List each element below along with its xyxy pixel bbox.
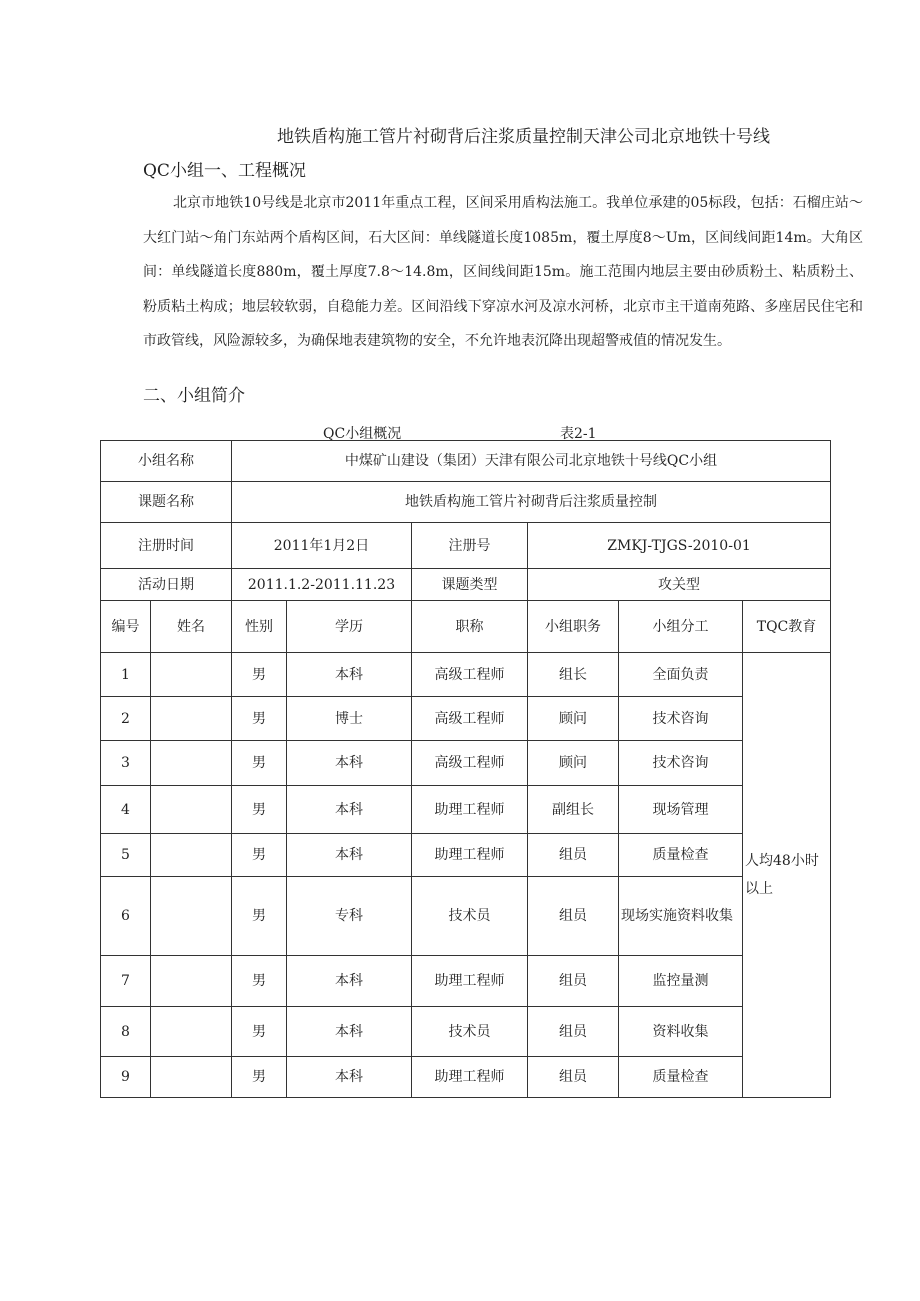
cell-no: 9 bbox=[101, 1057, 151, 1098]
activity-value: 2011.1.2-2011.11.23 bbox=[232, 569, 412, 601]
table-row bbox=[101, 523, 831, 569]
cell-no: 7 bbox=[101, 956, 151, 1007]
cell-role: 组员 bbox=[528, 877, 619, 956]
cell-edu: 本科 bbox=[287, 1057, 412, 1098]
table-row bbox=[101, 441, 831, 482]
cell-no: 3 bbox=[101, 741, 151, 786]
cell-no: 2 bbox=[101, 697, 151, 741]
reg-time-value: 2011年1月2日 bbox=[232, 523, 412, 569]
cell-edu: 本科 bbox=[287, 653, 412, 697]
cell-task: 资料收集 bbox=[619, 1007, 743, 1057]
reg-time-label: 注册时间 bbox=[101, 523, 232, 569]
cell-gender: 男 bbox=[232, 956, 287, 1007]
table-row bbox=[101, 741, 831, 786]
cell-role: 组员 bbox=[528, 1057, 619, 1098]
table-row bbox=[101, 956, 831, 1007]
table-row bbox=[101, 786, 831, 834]
cell-role: 顾问 bbox=[528, 697, 619, 741]
cell-title: 技术员 bbox=[412, 1007, 528, 1057]
col-header: 职称 bbox=[412, 601, 528, 653]
group-name-value: 中煤矿山建设（集团）天津有限公司北京地铁十号线QC小组 bbox=[232, 441, 831, 482]
table-row bbox=[101, 1007, 831, 1057]
reg-no-label: 注册号 bbox=[412, 523, 528, 569]
col-header: 姓名 bbox=[151, 601, 232, 653]
cell-title: 助理工程师 bbox=[412, 1057, 528, 1098]
cell-edu: 本科 bbox=[287, 1007, 412, 1057]
cell-name bbox=[151, 741, 232, 786]
cell-role: 组员 bbox=[528, 1007, 619, 1057]
cell-no: 6 bbox=[101, 877, 151, 956]
table-row bbox=[101, 653, 831, 697]
cell-name bbox=[151, 1007, 232, 1057]
cell-title: 助理工程师 bbox=[412, 956, 528, 1007]
table-row bbox=[101, 1057, 831, 1098]
topic-value: 地铁盾构施工管片衬砌背后注浆质量控制 bbox=[232, 482, 831, 523]
cell-gender: 男 bbox=[232, 697, 287, 741]
cell-task: 技术咨询 bbox=[619, 741, 743, 786]
cell-name bbox=[151, 653, 232, 697]
cell-no: 4 bbox=[101, 786, 151, 834]
cell-gender: 男 bbox=[232, 834, 287, 877]
tqc-education-cell: 人均48小时以上 bbox=[743, 653, 831, 1098]
cell-gender: 男 bbox=[232, 786, 287, 834]
overview-paragraph bbox=[143, 186, 863, 359]
topic-label: 课题名称 bbox=[101, 482, 232, 523]
cell-name bbox=[151, 1057, 232, 1098]
activity-label: 活动日期 bbox=[101, 569, 232, 601]
cell-gender: 男 bbox=[232, 741, 287, 786]
cell-role: 组员 bbox=[528, 956, 619, 1007]
table-caption: QC小组概况 bbox=[323, 426, 402, 442]
cell-name bbox=[151, 956, 232, 1007]
table-row bbox=[101, 877, 831, 956]
col-header: 学历 bbox=[287, 601, 412, 653]
col-header: TQC教育 bbox=[743, 601, 831, 653]
cell-gender: 男 bbox=[232, 1007, 287, 1057]
table-row bbox=[101, 569, 831, 601]
section-heading-overview: QC小组一、工程概况 bbox=[143, 161, 306, 181]
cell-edu: 本科 bbox=[287, 741, 412, 786]
cell-gender: 男 bbox=[232, 653, 287, 697]
cell-task: 技术咨询 bbox=[619, 697, 743, 741]
cell-task: 全面负责 bbox=[619, 653, 743, 697]
cell-role: 顾问 bbox=[528, 741, 619, 786]
cell-title: 高级工程师 bbox=[412, 697, 528, 741]
cell-role: 副组长 bbox=[528, 786, 619, 834]
cell-title: 高级工程师 bbox=[412, 653, 528, 697]
cell-title: 技术员 bbox=[412, 877, 528, 956]
col-header: 编号 bbox=[101, 601, 151, 653]
cell-edu: 本科 bbox=[287, 834, 412, 877]
cell-title: 高级工程师 bbox=[412, 741, 528, 786]
cell-edu: 本科 bbox=[287, 786, 412, 834]
cell-task: 现场实施资料收集 bbox=[619, 877, 743, 956]
cell-no: 8 bbox=[101, 1007, 151, 1057]
cell-task: 现场管理 bbox=[619, 786, 743, 834]
cell-task: 质量检查 bbox=[619, 834, 743, 877]
cell-role: 组员 bbox=[528, 834, 619, 877]
col-header: 小组分工 bbox=[619, 601, 743, 653]
cell-gender: 男 bbox=[232, 877, 287, 956]
table-row bbox=[101, 834, 831, 877]
cell-edu: 专科 bbox=[287, 877, 412, 956]
col-header: 性别 bbox=[232, 601, 287, 653]
table-row bbox=[101, 482, 831, 523]
cell-edu: 博士 bbox=[287, 697, 412, 741]
table-header-row bbox=[101, 601, 831, 653]
cell-task: 监控量测 bbox=[619, 956, 743, 1007]
reg-no-value: ZMKJ-TJGS-2010-01 bbox=[528, 523, 831, 569]
type-label: 课题类型 bbox=[412, 569, 528, 601]
qc-group-table bbox=[100, 440, 831, 1098]
cell-role: 组长 bbox=[528, 653, 619, 697]
cell-task: 质量检查 bbox=[619, 1057, 743, 1098]
cell-name bbox=[151, 697, 232, 741]
cell-edu: 本科 bbox=[287, 956, 412, 1007]
cell-no: 1 bbox=[101, 653, 151, 697]
group-name-label: 小组名称 bbox=[101, 441, 232, 482]
table-number: 表2-1 bbox=[560, 426, 597, 442]
cell-no: 5 bbox=[101, 834, 151, 877]
overview-text: 北京市地铁10号线是北京市2011年重点工程，区间采用盾构法施工。我单位承建的05标段，包括：石榴庄站～大红门站～角门东站两个盾构区间，石大区间：单线隧道长度1085m，覆土厚度8～Um，区间线间距14m。大角区间：单线隧道长度880m，覆土厚度7.8～14.8m，区间线间距15m。施工范围内地层主要由砂质粉土、粘质粉土、粉质粘土构成；地层较软弱，自稳能力差。区间沿线下穿凉水河及凉水河桥，北京市主干道南苑路、多座居民住宅和市政管线，风险源较多，为确保地表建筑物的安全，不允许地表沉降出现超警戒值的情况发生。 bbox=[143, 195, 863, 349]
cell-title: 助理工程师 bbox=[412, 786, 528, 834]
cell-name bbox=[151, 834, 232, 877]
cell-name bbox=[151, 786, 232, 834]
cell-gender: 男 bbox=[232, 1057, 287, 1098]
cell-name bbox=[151, 877, 232, 956]
section-heading-group: 二、小组简介 bbox=[143, 386, 245, 406]
type-value: 攻关型 bbox=[528, 569, 831, 601]
cell-title: 助理工程师 bbox=[412, 834, 528, 877]
table-row bbox=[101, 697, 831, 741]
col-header: 小组职务 bbox=[528, 601, 619, 653]
document-title: 地铁盾构施工管片衬砌背后注浆质量控制天津公司北京地铁十号线 bbox=[277, 127, 770, 147]
